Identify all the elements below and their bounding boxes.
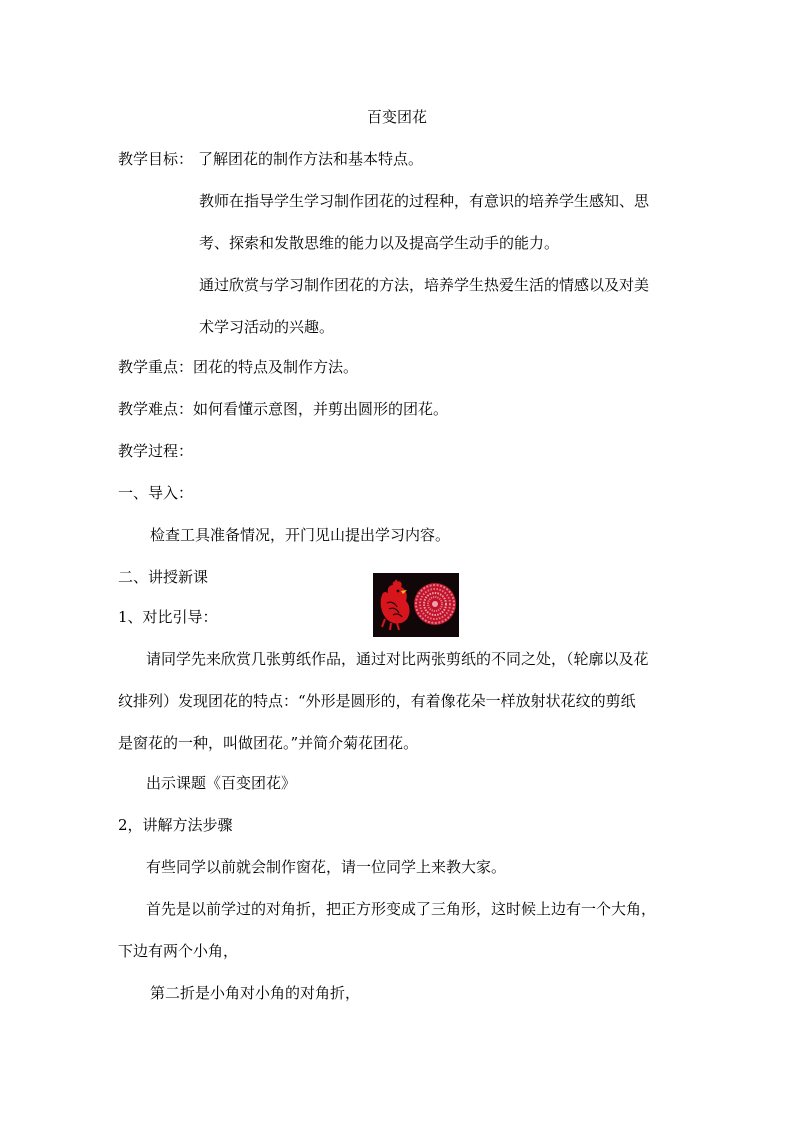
show-topic: 出示课题《百变团花》 — [146, 774, 297, 792]
step2-text-1: 有些同学以前就会制作窗花，请一位同学上来教大家。 — [146, 858, 507, 876]
goal-line-2: 教师在指导学生学习制作团花的过程种，有意识的培养学生感知、思 — [199, 192, 650, 210]
goal-line-1: 了解团花的制作方法和基本特点。 — [198, 150, 424, 168]
goal-line-3: 考、探索和发散思维的能力以及提高学生动手的能力。 — [199, 234, 560, 252]
process-label: 教学过程： — [118, 442, 194, 460]
step1-para-line-1: 请同学先来欣赏几张剪纸作品，通过对比两张剪纸的不同之处，（轮廓以及花 — [146, 650, 649, 668]
chrysanthemum-tuanhua-icon — [414, 583, 456, 625]
goals-label: 教学目标： — [118, 150, 194, 168]
section2-heading: 二、讲授新课 — [118, 568, 209, 586]
papercut-illustration — [373, 573, 459, 637]
step1-para-line-3: 是窗花的一种，叫做团花。”并简介菊花团花。 — [118, 734, 419, 752]
papercut-comparison-image — [373, 573, 459, 637]
step2-para-line-2: 下边有两个小角， — [118, 942, 239, 960]
section1-heading: 一、导入： — [118, 484, 194, 502]
step2-para-line-1: 首先是以前学过的对角折，把正方形变成了三角形，这时候上边有一个大角， — [146, 900, 657, 918]
step1-heading: 1、对比引导： — [118, 608, 218, 626]
step2-heading: 2，讲解方法步骤 — [118, 816, 233, 834]
step1-para-line-2: 纹排列）发现团花的特点：“外形是圆形的，有着像花朵一样放射状花纹的剪纸 — [118, 692, 636, 710]
page-title: 百变团花 — [366, 108, 427, 126]
goal-line-4: 通过欣赏与学习制作团花的方法，培养学生热爱生活的情感以及对美 — [199, 276, 650, 294]
key-point: 教学重点：团花的特点及制作方法。 — [118, 358, 359, 376]
goal-line-5: 术学习活动的兴趣。 — [199, 318, 335, 336]
step2-text-2: 第二折是小角对小角的对角折， — [150, 984, 361, 1002]
rooster-papercut-icon — [381, 579, 410, 630]
difficulty: 教学难点：如何看懂示意图，并剪出圆形的团花。 — [118, 400, 449, 418]
section1-text: 检查工具准备情况，开门见山提出学习内容。 — [150, 526, 451, 544]
